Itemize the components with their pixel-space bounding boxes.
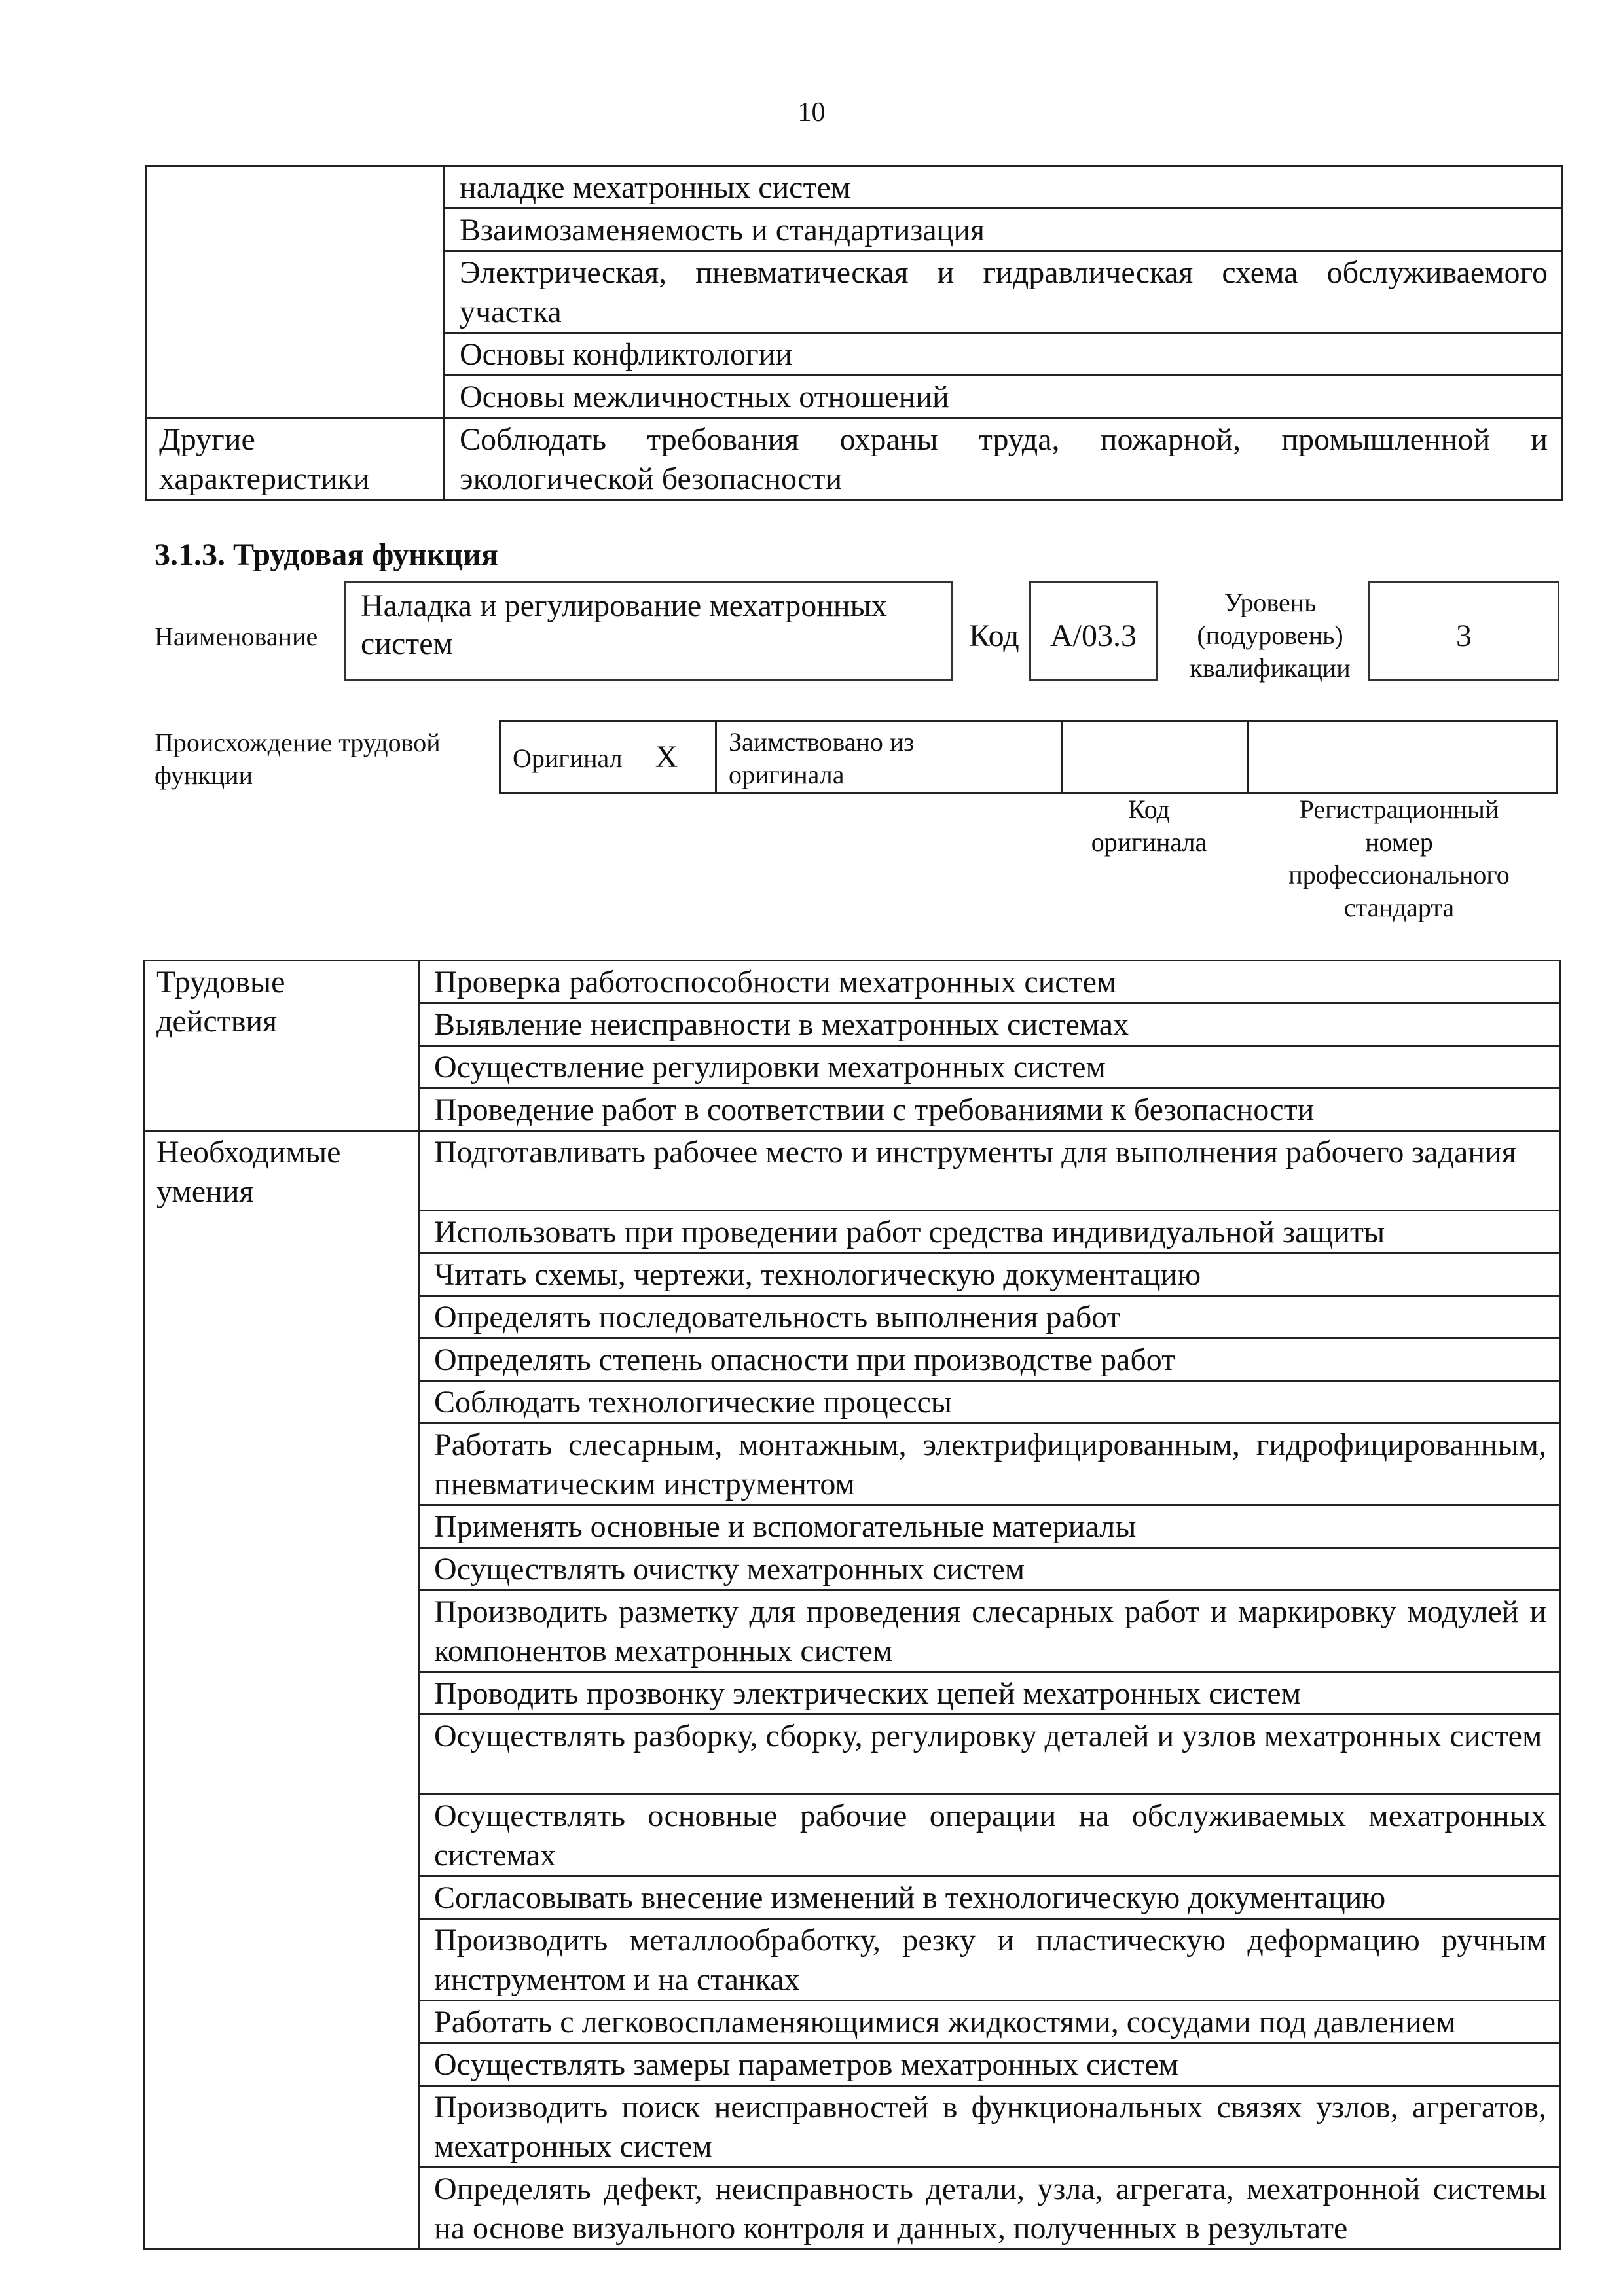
original-label: Оригинал: [513, 743, 623, 773]
borrowed-label: Заимствовано из оригинала: [729, 727, 915, 789]
name-label: Наименование: [155, 622, 318, 651]
skill-item: Производить поиск неисправностей в функциональных связях узлов, агрегатов, мехатронных систем: [434, 2090, 1546, 2164]
required-skills-label: Необходимые умения: [156, 1135, 341, 1209]
labor-actions-label: Трудовые действия: [156, 965, 285, 1039]
knowledge-item: Электрическая, пневматическая и гидравлическая схема обслуживаемого участка: [460, 255, 1548, 329]
knowledge-item: наладке мехатронных систем: [460, 170, 851, 205]
other-characteristics-label: Другие характеристики: [159, 422, 370, 496]
skill-item: Определять последовательность выполнения работ: [434, 1300, 1121, 1335]
level-box: [1368, 581, 1559, 681]
code-value: A/03.3: [1050, 619, 1137, 653]
borrowed-cell: [716, 721, 1062, 793]
skill-item: Согласовывать внесение изменений в технологическую документацию: [434, 1880, 1386, 1915]
skill-item: Подготавливать рабочее место и инструменты для выполнения рабочего задания: [434, 1135, 1516, 1170]
registration-number-cell: [1248, 721, 1557, 793]
skill-item: Производить металлообработку, резку и пластическую деформацию ручным инструментом и на станках: [434, 1923, 1546, 1997]
origin-label: Происхождение трудовой функции: [155, 728, 441, 790]
page-number: 10: [797, 98, 826, 128]
origin-table: [499, 720, 1558, 794]
skill-item: Осуществлять разборку, сборку, регулировку деталей и узлов мехатронных систем: [434, 1719, 1542, 1753]
function-name-box: [344, 581, 953, 681]
knowledge-table-continuation: [145, 165, 1563, 501]
original-cell: [500, 721, 716, 793]
labor-action-item: Осуществление регулировки мехатронных систем: [434, 1050, 1106, 1085]
other-characteristics-text: Соблюдать требования охраны труда, пожарной, промышленной и экологической безопасности: [460, 422, 1548, 496]
skill-item: Применять основные и вспомогательные материалы: [434, 1509, 1137, 1544]
skill-item: Использовать при проведении работ средства индивидуальной защиты: [434, 1215, 1385, 1249]
section-title: 3.1.3. Трудовая функция: [155, 537, 498, 572]
level-value: 3: [1456, 619, 1472, 653]
skill-item: Осуществлять замеры параметров мехатронных систем: [434, 2047, 1179, 2082]
original-mark: X: [655, 739, 678, 774]
code-label: Код: [969, 619, 1019, 653]
skill-item: Работать с легковоспламеняющимися жидкостями, сосудами под давлением: [434, 2005, 1456, 2039]
function-name-value: Наладка и регулирование мехатронных систем: [361, 588, 887, 661]
knowledge-item: Основы межличностных отношений: [460, 380, 949, 414]
code-box: [1029, 581, 1158, 681]
skill-item: Осуществлять основные рабочие операции на обслуживаемых мехатронных системах: [434, 1799, 1546, 1873]
level-label: Уровень (подуровень) квалификации: [1190, 588, 1351, 683]
original-code-cell: [1062, 721, 1248, 793]
knowledge-item: Основы конфликтологии: [460, 337, 793, 372]
labor-action-item: Проверка работоспособности мехатронных систем: [434, 965, 1117, 999]
skill-item: Производить разметку для проведения слесарных работ и маркировку модулей и компонентов мехатронных систем: [434, 1594, 1546, 1668]
function-details-table: [143, 960, 1561, 2250]
original-code-caption: Код оригинала: [1091, 795, 1207, 857]
skill-item: Осуществлять очистку мехатронных систем: [434, 1552, 1025, 1587]
continued-label-cell: [147, 166, 445, 418]
knowledge-item: Взаимозаменяемость и стандартизация: [460, 213, 985, 247]
skill-item: Соблюдать технологические процессы: [434, 1385, 952, 1420]
skill-item: Определять дефект, неисправность детали, узла, агрегата, мехатронной системы на основе визуального контроля и данных, полученных в результате: [434, 2172, 1546, 2246]
registration-number-caption: Регистрационный номер профессионального стандарта: [1288, 795, 1510, 922]
skill-item: Работать слесарным, монтажным, электрифицированным, гидрофицированным, пневматическим инструментом: [434, 1427, 1546, 1501]
skill-item: Читать схемы, чертежи, технологическую документацию: [434, 1257, 1201, 1292]
labor-action-item: Проведение работ в соответствии с требованиями к безопасности: [434, 1092, 1315, 1127]
skill-item: Проводить прозвонку электрических цепей мехатронных систем: [434, 1676, 1302, 1711]
labor-action-item: Выявление неисправности в мехатронных системах: [434, 1007, 1129, 1042]
skill-item: Определять степень опасности при производстве работ: [434, 1342, 1176, 1377]
